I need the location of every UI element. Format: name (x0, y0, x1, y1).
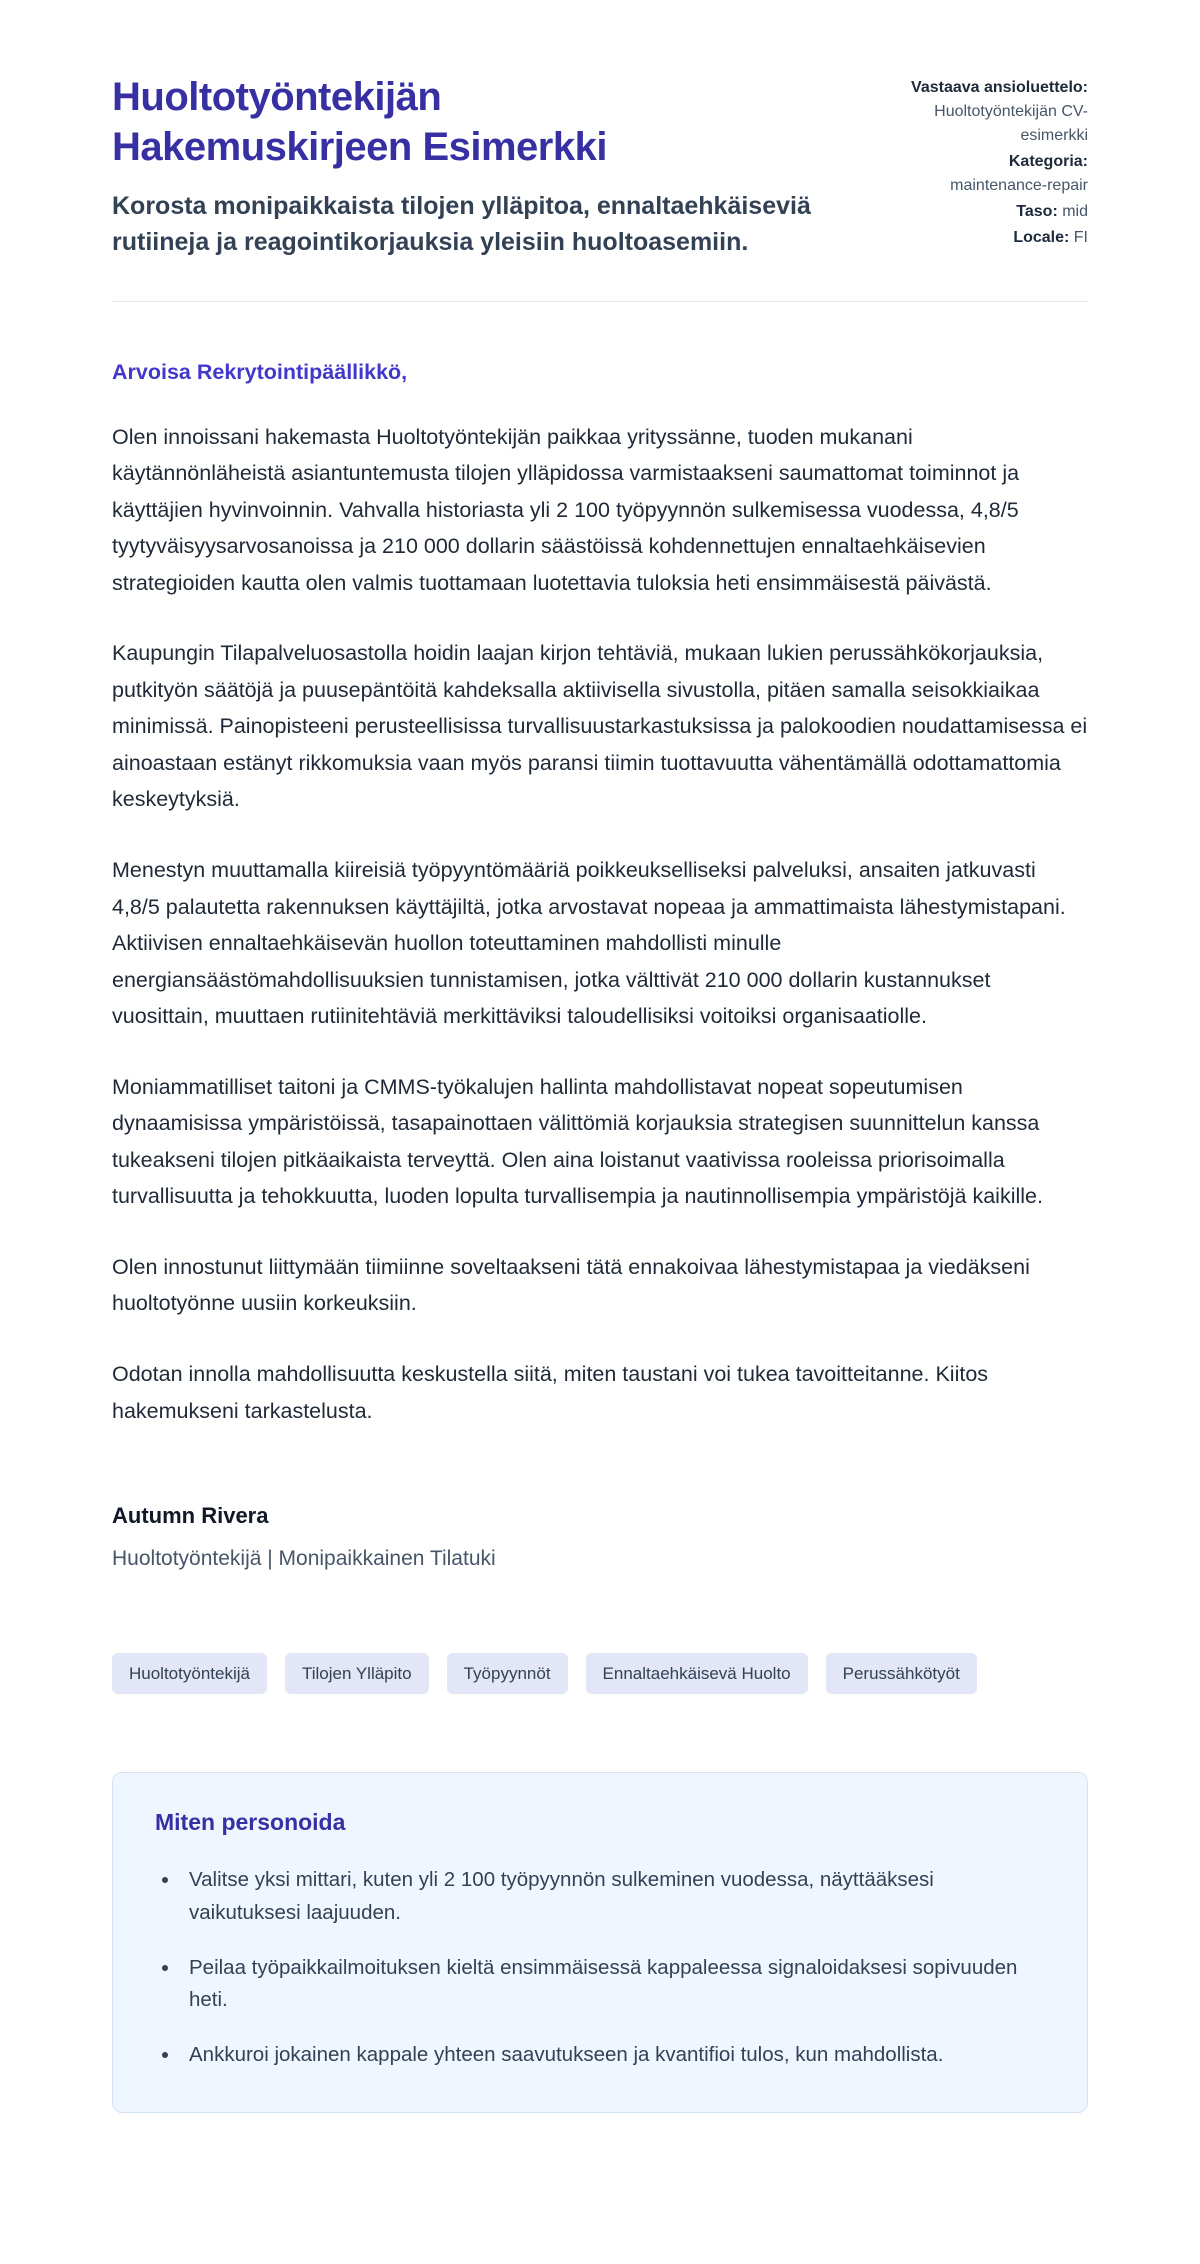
salutation: Arvoisa Rekrytointipäällikkö, (112, 359, 408, 384)
tip-item: • Valitse yksi mittari, kuten yli 2 100 työpyynnön sulkeminen vuodessa, näyttääksesi vaikutuksesi laajuuden. (181, 1864, 1045, 1930)
meta-label: Vastaava ansioluettelo: (911, 79, 1088, 96)
tip-item: • Ankkuroi jokainen kappale yhteen saavutukseen ja kvantifioi tulos, kun mahdollista. (181, 2039, 1045, 2072)
page-subtitle: Korosta monipaikkaista tilojen ylläpitoa, ennaltaehkäiseviä rutiineja ja reagointikorjauksia yleisiin huoltoasemiin. (112, 192, 811, 257)
tag-pill: Ennaltaehkäisevä Huolto (586, 1653, 808, 1694)
letter-paragraph: Odotan innolla mahdollisuutta keskustella siitä, miten taustani voi tukea tavoitteitanne. Kiitos hakemukseni tarkastelusta. (112, 1361, 989, 1423)
tips-title: Miten personoida (155, 1809, 346, 1836)
signature-role: Huoltotyöntekijä | Monipaikkainen Tilatuki (112, 1547, 496, 1571)
meta-panel (910, 72, 1088, 252)
letter-paragraph: Kaupungin Tilapalveluosastolla hoidin laajan kirjon tehtäviä, mukaan lukien perussähkökorjauksia, putkityön säätöjä ja puusepäntöitä kahdeksalla aktiivisella sivustolla, pitäen samalla seisokkiaikaa minimissä. Painopisteeni perusteellisissa turvallisuustarkastuksissa ja palokoodien noudattamisessa ei ainoastaan estänyt rikkomuksia vaan myös paransi tiimin tuottavuutta vähentämällä odottamattomia keskeytyksiä. (112, 641, 1088, 812)
meta-row-locale (910, 226, 1088, 250)
letter-paragraph: Menestyn muuttamalla kiireisiä työpyyntömääriä poikkeukselliseksi palveluksi, ansaiten jatkuvasti 4,8/5 palautetta rakennuksen käyttäjiltä, jotka arvostavat nopeaa ja ammattimaista lähestymistapani. Aktiivisen ennaltaehkäisevän huollon toteuttaminen mahdollisti minulle energiansäästömahdollisuuksien tunnistamisen, jotka välttivät 210 000 dollarin kustannukset vuosittain, muuttaen rutiinitehtäviä merkittäviksi taloudellisiksi voitoiksi organisaatiolle. (112, 857, 1066, 1029)
meta-row-level (910, 200, 1088, 224)
tag-pill: Työpyynnöt (447, 1653, 568, 1694)
meta-value: maintenance-repair (950, 177, 1088, 194)
tag-pill: Huoltotyöntekijä (112, 1653, 267, 1694)
meta-label: Locale: (1013, 229, 1070, 246)
meta-value: FI (1073, 229, 1088, 246)
header-divider (112, 301, 1088, 302)
personalization-tips-box (112, 1772, 1088, 2113)
meta-row-category (910, 150, 1088, 198)
letter-paragraph: Moniammatilliset taitoni ja CMMS-työkalujen hallinta mahdollistavat nopeat sopeutumisen dynaamisissa ympäristöissä, tasapainottaen välittömiä korjauksia strategisen suunnittelun kanssa tukeakseni tilojen pitkäaikaista terveyttä. Olen aina loistanut vaativissa rooleissa priorisoimalla turvallisuutta ja tehokkuutta, luoden lopulta turvallisempia ja nautinnollisempia ympäristöjä kaikille. (112, 1074, 1043, 1209)
signature-name: Autumn Rivera (112, 1503, 269, 1529)
header-title-block (112, 72, 812, 261)
meta-label: Kategoria: (1008, 153, 1088, 170)
tips-list (155, 1864, 1045, 2072)
meta-value: mid (1062, 203, 1088, 220)
tag-list (112, 1653, 1088, 1694)
meta-row-matching-resume (910, 76, 1088, 148)
letter-paragraph: Olen innostunut liittymään tiimiinne soveltaakseni tätä ennakoivaa lähestymistapaa ja viedäkseni huoltotyönne uusiin korkeuksiin. (112, 1254, 1030, 1316)
letter-paragraph: Olen innoissani hakemasta Huoltotyöntekijän paikkaa yrityssänne, tuoden mukanani käytännönläheistä asiantuntemusta tilojen ylläpidossa varmistaakseni saumattomat toiminnot ja käyttäjien hyvinvoinnin. Vahvalla historiasta yli 2 100 työpyynnön sulkemisessa vuodessa, 4,8/5 tyytyväisyysarvosanoissa ja 210 000 dollarin säästöissä kohdennettujen ennaltaehkäisevien strategioiden kautta olen valmis tuottamaan luotettavia tuloksia heti ensimmäisestä päivästä. (112, 424, 1020, 595)
page-title: Huoltotyöntekijän Hakemuskirjeen Esimerkki (112, 75, 607, 169)
tip-item: • Peilaa työpaikkailmoituksen kieltä ensimmäisessä kappaleessa signaloidaksesi sopivuuden heti. (181, 1952, 1045, 2018)
tag-pill: Perussähkötyöt (826, 1653, 977, 1694)
meta-label: Taso: (1016, 203, 1058, 220)
page-header (112, 72, 1088, 261)
tag-pill: Tilojen Ylläpito (285, 1653, 429, 1694)
meta-value: Huoltotyöntekijän CV-esimerkki (934, 103, 1088, 144)
